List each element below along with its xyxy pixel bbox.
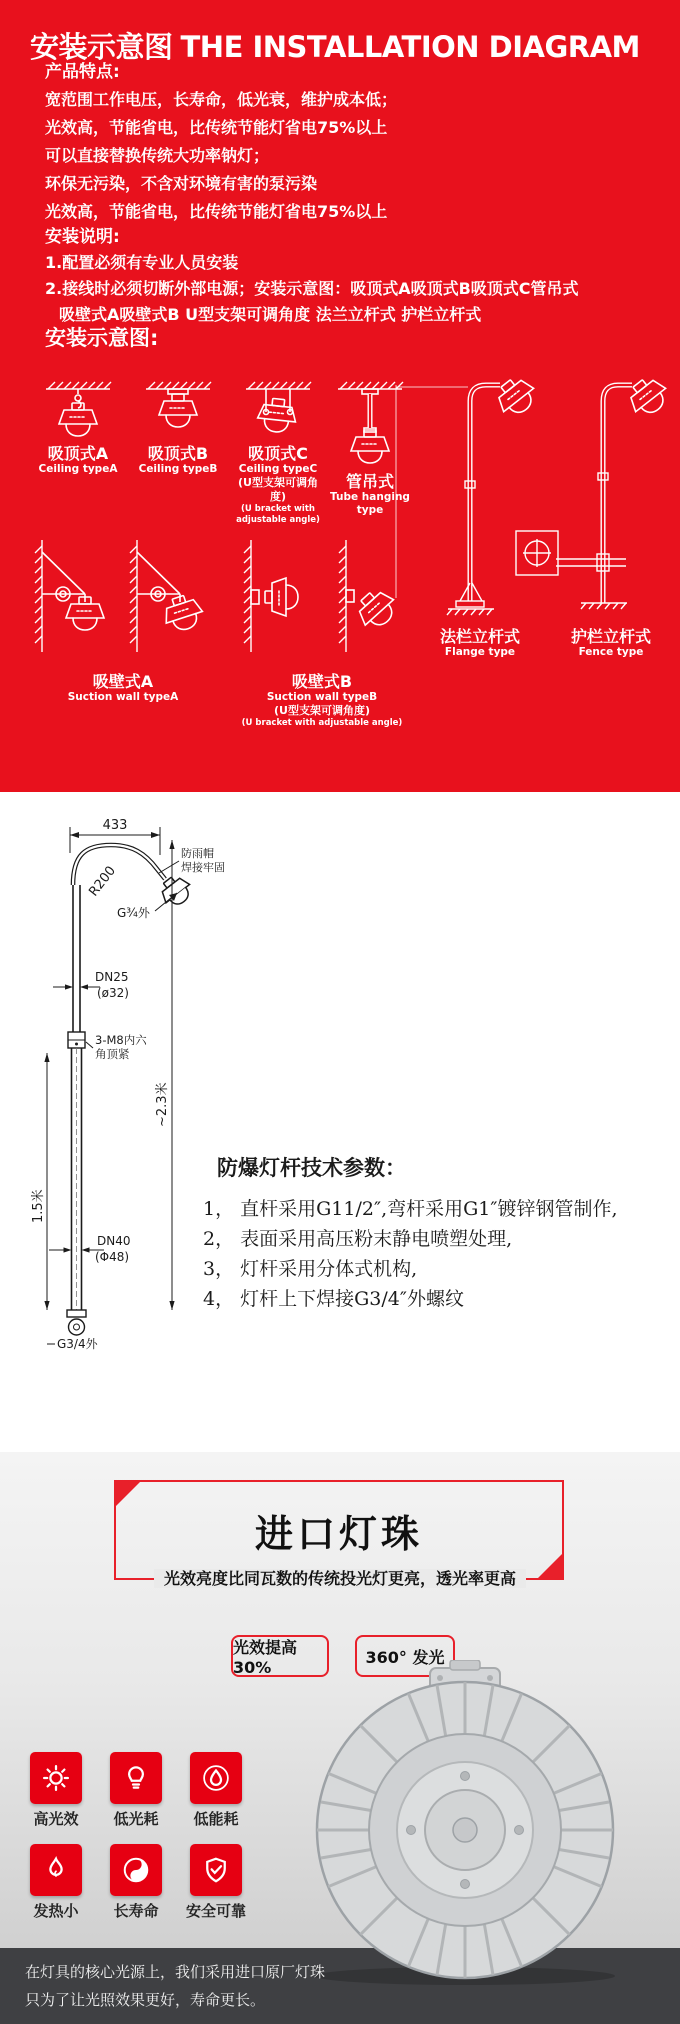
diagram-label-en: Ceiling typeA [38, 463, 118, 475]
ceiling-b-drawing [138, 380, 218, 444]
flame-icon [41, 1855, 71, 1885]
led-lamp-image [270, 1660, 670, 1990]
install-note: 2.接线时必须切断外部电源；安装示意图：吸顶式A吸顶式B吸顶式C管吊式 [45, 279, 579, 298]
wall-a-drawing [28, 540, 218, 672]
technical-section [0, 792, 680, 1452]
droplet-icon [201, 1763, 231, 1793]
diagram-label-en: Tube hanging type [330, 491, 410, 516]
feature-line: 光效高，节能省电，比传统节能灯省电75%以上 [45, 202, 388, 221]
params-heading: 防爆灯杆技术参数： [217, 1155, 406, 1180]
feature-label: 低光耗 [113, 1810, 159, 1828]
feature-line: 光效高，节能省电，比传统节能灯省电75%以上 [45, 118, 388, 137]
dim-dn25: DN25 [95, 970, 129, 984]
dim-d32: (ø32) [97, 986, 129, 1000]
page-title-cn: 安装示意图 [30, 30, 173, 65]
shield-icon [201, 1855, 231, 1885]
feature-line: 宽范围工作电压，长寿命，低光衰，维护成本低； [45, 90, 398, 109]
sun-icon [41, 1763, 71, 1793]
fence-pole-drawing [552, 373, 670, 627]
diagram-note-en: (U bracket with adjustable angle) [236, 504, 320, 525]
feature-label: 高光效 [33, 1810, 79, 1828]
note-rain-cap: 防雨帽 [181, 847, 214, 860]
dim-lower-height: 1.5米 [31, 1189, 46, 1223]
params-item: 1， 直杆采用G11/2″,弯杆采用G1″镀锌钢管制作, [203, 1198, 618, 1220]
install-notes [45, 224, 579, 328]
install-note: 1.配置必须有专业人员安装 [45, 253, 239, 272]
diagram-label-cn: 法栏立杆式 [439, 627, 520, 646]
diagram-label-en: Ceiling typeB [138, 463, 218, 475]
footer-line: 在灯具的核心光源上，我们采用进口原厂灯珠 [25, 1963, 326, 1981]
feature-tile [30, 1844, 82, 1896]
install-heading: 安装说明: [45, 227, 120, 247]
diagram-label-cn: 吸顶式A [47, 444, 109, 463]
params-item: 4， 灯杆上下焊接G3/4″外螺纹 [203, 1288, 464, 1310]
feature-tile [110, 1752, 162, 1804]
diagram-label-cn: 吸壁式A [92, 672, 154, 691]
dim-thread-top: G¾外 [117, 906, 150, 920]
note-set-screw-2: 角顶紧 [95, 1047, 130, 1061]
feature-label: 发热小 [33, 1902, 79, 1920]
feature-line: 可以直接替换传统大功率钠灯； [45, 146, 270, 165]
diagram-note-en: (U bracket with adjustable angle) [241, 718, 403, 728]
corner-triangle-icon [116, 1482, 140, 1506]
product-features [45, 58, 397, 226]
feature-tile [30, 1752, 82, 1804]
bulb-icon [121, 1763, 151, 1793]
page-title-en: THE INSTALLATION DIAGRAM [180, 30, 640, 65]
promo-subtitle: 光效亮度比同瓦数的传统投光灯更亮，透光率更高 [0, 1566, 680, 1589]
taiji-icon [121, 1855, 151, 1885]
feature-tile [190, 1752, 242, 1804]
pole-parameters [203, 1152, 618, 1314]
dim-total-height: ~2.3米 [155, 1082, 170, 1127]
feature-label: 低能耗 [193, 1810, 239, 1828]
pole-technical-drawing [25, 795, 225, 1365]
diagram-flange-pole [388, 373, 572, 659]
diagram-label-en: Fence type [578, 646, 644, 658]
diagram-label-en: Suction wall typeA [67, 691, 179, 703]
diagram-ceiling-b [138, 380, 218, 476]
diagram-ceiling-a [38, 380, 118, 476]
ceiling-a-drawing [38, 380, 118, 444]
dim-d48: (Φ48) [95, 1250, 130, 1264]
promo-title: 进口灯珠 [254, 1511, 423, 1556]
wall-b-drawing [232, 540, 412, 672]
diagram-fence-pole [552, 373, 670, 659]
note-weld: 焊接牢固 [181, 861, 225, 874]
diagram-wall-b [232, 540, 412, 729]
product-image [270, 1660, 670, 1990]
installation-section [0, 0, 680, 792]
diagram-wall-a [28, 540, 218, 704]
diagram-label-cn: 护栏立杆式 [570, 627, 651, 646]
diagram-label-en: Suction wall typeB [266, 691, 378, 703]
features-heading: 产品特点: [45, 62, 120, 82]
badge-360: 360° 发光 [355, 1635, 455, 1677]
ceiling-c-drawing [236, 380, 320, 444]
feature-label: 安全可靠 [185, 1902, 246, 1920]
diagram-label-cn: 吸顶式B [147, 444, 209, 463]
dim-thread-bottom: G3/4外 [57, 1337, 98, 1351]
diagram-note-cn: (U型支架可调角度) [238, 476, 318, 503]
footer-text [25, 1958, 325, 2014]
note-set-screw-1: 3-M8内六 [95, 1033, 147, 1047]
diagram-label-en: Ceiling typeC [238, 463, 318, 475]
dim-r200: R200 [86, 863, 119, 900]
diagram-label-cn: 吸壁式B [291, 672, 353, 691]
install-note: 吸壁式A吸壁式B U型支架可调角度 法兰立杆式 护栏立杆式 [59, 305, 482, 324]
feature-tile [110, 1844, 162, 1896]
diagram-label-en: Flange type [444, 646, 516, 658]
footer-line: 只为了让光照效果更好，寿命更长。 [25, 1991, 266, 2009]
diagram-label-cn: 吸顶式C [248, 444, 308, 463]
promo-section [0, 1452, 680, 2024]
dim-433: 433 [102, 818, 128, 833]
feature-label: 长寿命 [113, 1902, 159, 1920]
diagram-note-cn: (U型支架可调角度) [274, 704, 370, 717]
promo-title-box [114, 1480, 564, 1580]
feature-line: 环保无污染，不含对环境有害的泵污染 [45, 174, 318, 193]
diagram-heading: 安装示意图: [45, 326, 159, 350]
dim-dn40: DN40 [97, 1234, 131, 1248]
feature-tile [190, 1844, 242, 1896]
diagram-label-cn: 管吊式 [345, 472, 394, 491]
params-item: 2， 表面采用高压粉末静电喷塑处理, [203, 1228, 513, 1250]
flange-pole-drawing [388, 373, 572, 627]
params-item: 3， 灯杆采用分体式机构, [203, 1258, 418, 1280]
badge-efficiency: 光效提高30% [231, 1635, 329, 1677]
diagram-ceiling-c [236, 380, 320, 526]
